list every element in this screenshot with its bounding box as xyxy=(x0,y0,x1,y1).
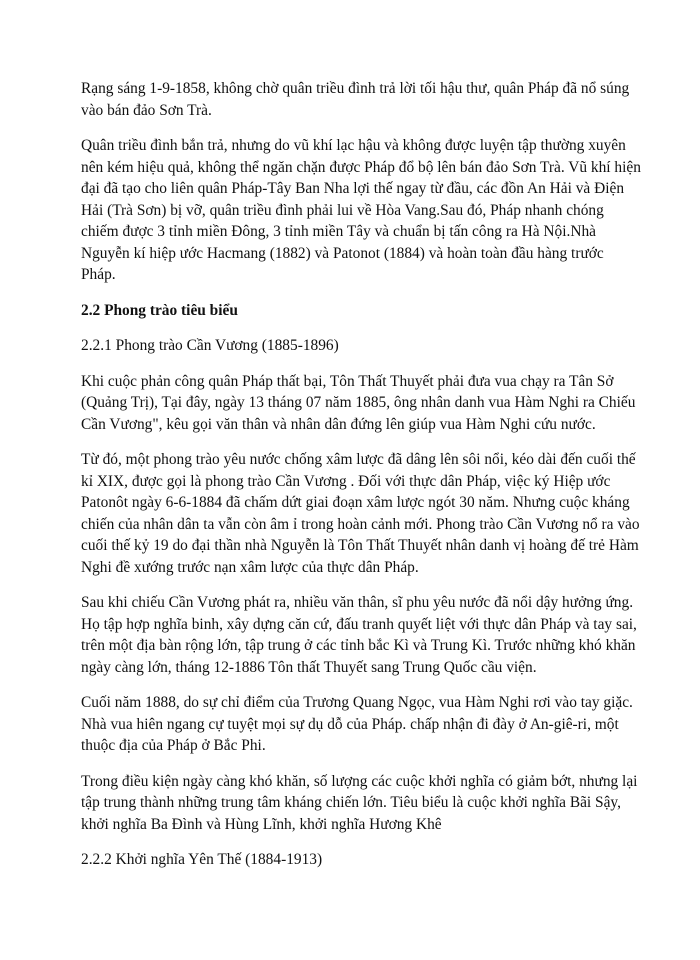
paragraph-ham-nghi-captured: Cuối năm 1888, do sự chỉ điểm của Trương Quang Ngọc, vua Hàm Nghi rơi vào tay giặc. Nhà vua hiên ngang cự tuyệt mọi sự dụ dỗ của Pháp. chấp nhận đi đày ở An-giê-ri, một thuộc địa của Pháp ở Bắc Phi. xyxy=(81,694,633,754)
paragraph-scholars-response: Sau khi chiếu Cần Vương phát ra, nhiều văn thân, sĩ phu yêu nước đã nổi dậy hưởng ứng. Họ tập hợp nghĩa binh, xây dựng căn cứ, đấu tranh quyết liệt với thực dân Pháp và tay sai, trên một địa bàn rộng lớn, tập trung ở các tỉnh bắc Kì và Trung Kì. Trước những khó khăn ngày càng lớn, tháng 12-1886 Tôn thất Thuyết sang Trung Quốc cầu viện. xyxy=(81,594,637,676)
document-page xyxy=(81,78,641,885)
paragraph-can-vuong-movement: Từ đó, một phong trào yêu nước chống xâm lược đã dâng lên sôi nổi, kéo dài đến cuối thế kỉ XIX, được gọi là phong trào Cần Vương . Đối với thực dân Pháp, việc ký Hiệp ước Patonôt ngày 6-6-1884 đã chấm dứt giai đoạn xâm lược ngót 30 năm. Nhưng cuộc kháng chiến của nhân dân ta vẫn còn âm ỉ trong hoàn cảnh mới. Phong trào Cần Vương nổ ra vào cuối thế kỷ 19 do đại thần nhà Nguyễn là Tôn Thất Thuyết nhân danh vị hoàng đế trẻ Hàm Nghi đề xướng trước nạn xâm lược của thực dân Pháp. xyxy=(81,451,640,576)
paragraph-court-response: Quân triều đình bắn trả, nhưng do vũ khí lạc hậu và không được luyện tập thường xuyên nên kém hiệu quả, không thể ngăn chặn được Pháp đổ bộ lên bán đảo Sơn Trà. Vũ khí hiện đại đã tạo cho liên quân Pháp-Tây Ban Nha lợi thế ngay từ đầu, các đồn An Hải và Điện Hải (Trà Sơn) bị vỡ, quân triều đình phải lui về Hòa Vang.Sau đó, Pháp nhanh chóng chiếm được 3 tỉnh miền Đông, 3 tỉnh miền Tây và chuẩn bị tấn công ra Hà Nội.Nhà Nguyễn kí hiệp ước Hacmang (1882) và Patonot (1884) và hoàn toàn đầu hàng trước Pháp. xyxy=(81,137,641,283)
paragraph-uprisings: Trong điều kiện ngày càng khó khăn, số lượng các cuộc khởi nghĩa có giảm bớt, nhưng lại tập trung thành những trung tâm kháng chiến lớn. Tiêu biểu là cuộc khởi nghĩa Bãi Sậy, khởi nghĩa Ba Đình và Hùng Lĩnh, khởi nghĩa Hương Khê xyxy=(81,772,638,833)
subsection-heading-2-2-1: 2.2.1 Phong trào Cần Vương (1885-1896) xyxy=(81,337,339,354)
subsection-heading-2-2-2: 2.2.2 Khởi nghĩa Yên Thế (1884-1913) xyxy=(81,851,323,868)
section-heading-2-2: 2.2 Phong trào tiêu biểu xyxy=(81,301,238,319)
paragraph-can-vuong-edict: Khi cuộc phản công quân Pháp thất bại, Tôn Thất Thuyết phải đưa vua chạy ra Tân Sở (Quảng Trị), Tại đây, ngày 13 tháng 07 năm 1885, ông nhân danh vua Hàm Nghi ra Chiếu Cần Vương", kêu gọi văn thân và nhân dân đứng lên giúp vua Hàm Nghi cứu nước. xyxy=(81,372,636,433)
paragraph-son-tra-attack: Rạng sáng 1-9-1858, không chờ quân triều đình trả lời tối hậu thư, quân Pháp đã nổ súng vào bán đảo Sơn Trà. xyxy=(81,80,630,119)
